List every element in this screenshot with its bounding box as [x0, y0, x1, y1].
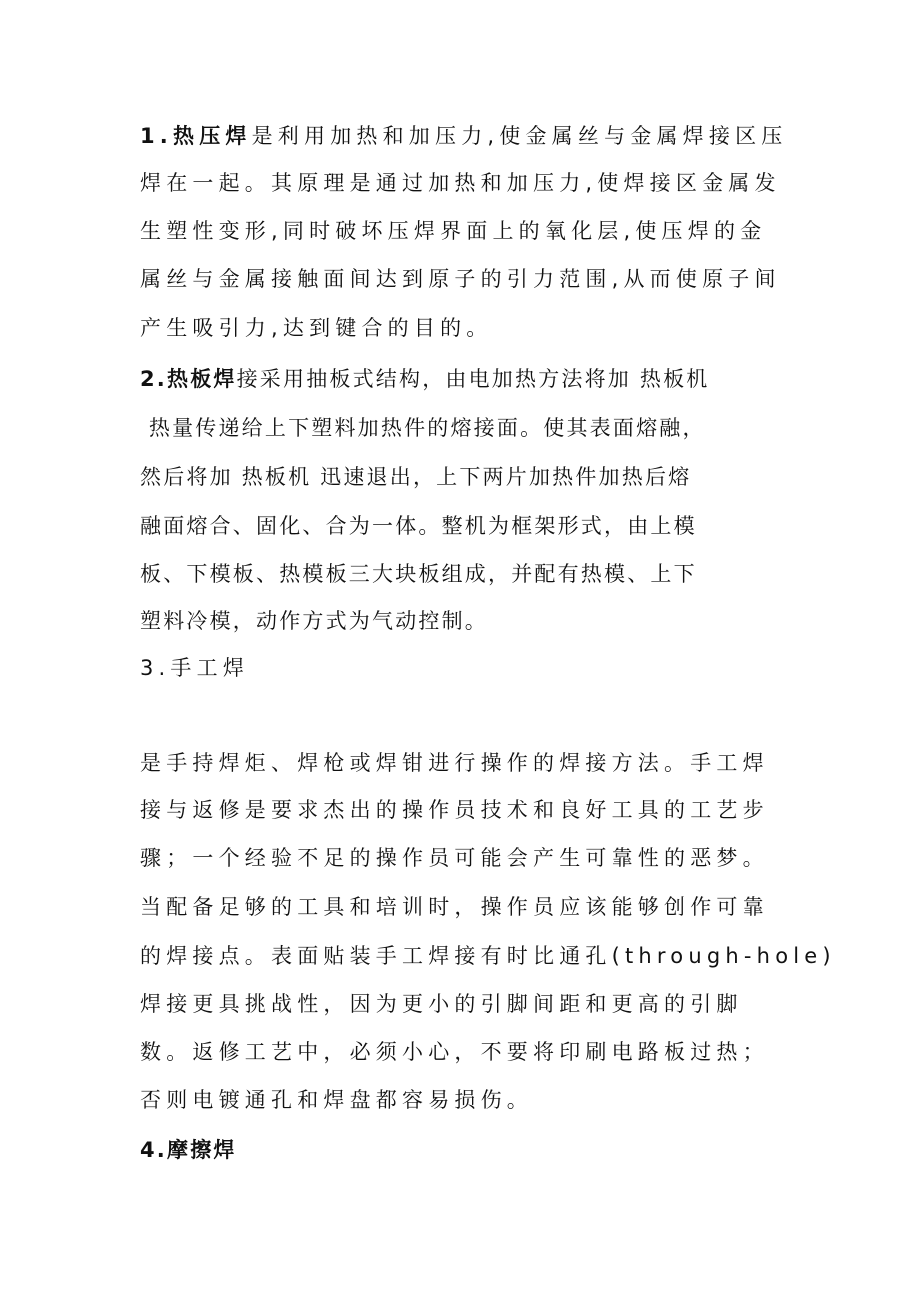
section-2-title: 热板焊	[167, 367, 237, 391]
section-3-line-3: 骤；一个经验不足的操作员可能会产生可靠性的恶梦。	[140, 846, 769, 870]
section-3-line-1: 是手持焊炬、焊枪或焊钳进行操作的焊接方法。手工焊	[140, 751, 769, 775]
section-2-line-3: 然后将加 热板机 迅速退出，上下两片加热件加热后熔	[140, 465, 692, 489]
section-3-line-2: 接与返修是要求杰出的操作员技术和良好工具的工艺步	[140, 798, 769, 822]
section-1-title: 热压焊	[173, 124, 252, 148]
section-2-line-4: 融面熔合、固化、合为一体。整机为框架形式，由上模	[140, 514, 697, 538]
section-3-line-6: 焊接更具挑战性，因为更小的引脚间距和更高的引脚	[140, 992, 743, 1016]
section-2-number: 2.	[140, 367, 167, 391]
section-4-heading: 4.摩擦焊	[140, 1138, 237, 1162]
section-1-text: 是利用加热和加压力,使金属丝与金属焊接区压	[251, 124, 788, 148]
section-1-line-2: 焊在一起。其原理是通过加热和加压力,使焊接区金属发	[140, 171, 781, 195]
section-2-line-5: 板、下模板、热模板三大块板组成，并配有热模、上下	[140, 562, 697, 586]
section-3-heading: 3.手工焊	[140, 656, 250, 680]
section-3-line-5: 的焊接点。表面贴装手工焊接有时比通孔(through-hole)	[140, 944, 836, 968]
section-2-line-2: 热量传递给上下塑料加热件的熔接面。使其表面熔融，	[140, 416, 706, 440]
section-1-line-1	[140, 121, 787, 151]
section-1-number: 1.	[140, 124, 173, 148]
section-1-line-5: 产生吸引力,达到键合的目的。	[140, 316, 493, 340]
section-1-line-3: 生塑性变形,同时破坏压焊界面上的氧化层,使压焊的金	[140, 219, 767, 243]
section-3-line-8: 否则电镀通孔和焊盘都容易损伤。	[140, 1088, 533, 1112]
section-3-line-4: 当配备足够的工具和培训时，操作员应该能够创作可靠	[140, 895, 769, 919]
section-2-text: 接采用抽板式结构，由电加热方法将加 热板机	[236, 367, 710, 391]
section-2-line-6: 塑料冷模，动作方式为气动控制。	[140, 609, 488, 633]
section-3-line-7: 数。返修工艺中，必须小心，不要将印刷电路板过热；	[140, 1040, 769, 1064]
section-2-line-1	[140, 364, 709, 394]
section-1-line-4: 属丝与金属接触面间达到原子的引力范围,从而使原子间	[140, 267, 781, 291]
